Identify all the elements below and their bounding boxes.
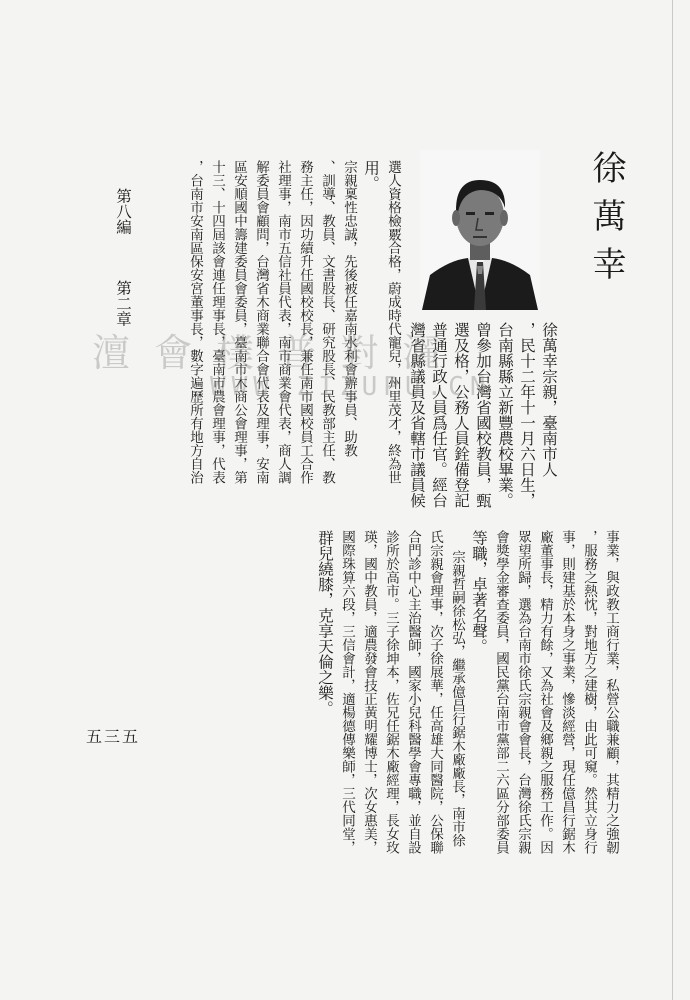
- text-column: 瑛，國中教員，適農發會技正黃明耀博士，次女惠美，: [361, 530, 377, 854]
- text-column: 十三、十四屆該會連任理事長，臺南市農會理事，代表: [209, 160, 225, 484]
- text-column: 普通行政人員爲任官。經台: [430, 322, 448, 508]
- text-column: 務主任，因功績升任國校校長，兼任南市國校員工合作: [297, 160, 313, 484]
- text-column: 台南縣縣立新豐農校畢業。: [496, 322, 514, 508]
- text-column: 事業，與政教工商行業，私營公職兼顧，其精力之強韌: [603, 530, 619, 854]
- text-column: 社理事，南市五信社員代表，南市商業會代表，商人調: [275, 160, 291, 484]
- portrait-svg: [420, 150, 540, 310]
- page-title: 徐萬幸: [586, 150, 626, 294]
- portrait-photo-icon: [420, 150, 540, 310]
- text-column: 會獎學金審查委員，國民黨台南市黨部二六區分部委員: [493, 530, 509, 854]
- text-column: 選及格，公務人員銓備登記: [452, 322, 470, 508]
- page-number: 五三五: [86, 727, 141, 746]
- text-column: 選人資格檢覈合格，蔚成時代寵兒，州里茂才，終為世: [385, 160, 401, 484]
- text-column: 眾望所歸，選為台南市徐氏宗親會會長，台灣徐氏宗親: [515, 530, 531, 854]
- text-column: ，民十二年十一月六日生，: [518, 322, 536, 508]
- watermark-url: WWW.ZIZUPU.CN: [210, 372, 492, 402]
- text-column: 等職，卓著名聲。: [470, 530, 488, 654]
- text-column: 解委員會顧問，台灣省木商業聯合會代表及理事，安南: [253, 160, 269, 484]
- text-column: 區安順國中籌建委員會委員，臺南市木商公會理事，第: [231, 160, 247, 484]
- text-column: 事，則建基於本身之事業，慘淡經營，現任億昌行鋸木: [559, 530, 575, 854]
- text-column: 群兒繞膝，克享天倫之樂。: [316, 530, 334, 716]
- text-column: ，服務之熱忱，對地方之建樹，由此可窺。然其立身行: [581, 530, 597, 854]
- text-column: 宗親稟性忠誠，先後被任嘉南水利會辦事員、助教: [341, 160, 357, 457]
- text-column: 診所於高市。三子徐坤本，佐兄任鋸木廠經理，長女玫: [383, 530, 399, 854]
- chapter-label: 第二章: [114, 280, 132, 327]
- text-column: 氏宗親會理事，次子徐展華，任高雄大同醫院，公保聯: [427, 530, 443, 854]
- text-column: 用。: [362, 160, 380, 191]
- watermark-text: 澶 會 樸 普 對 灑: [92, 331, 447, 375]
- text-column: 曾參加台灣省國校教員，甄: [474, 322, 492, 508]
- text-column: ，台南市安南區保安宮董事長，數字遍歷所有地方自治: [187, 160, 203, 484]
- text-column: 國際珠算六段，三信會計，適楊德傳樂師，三代同堂，: [339, 530, 355, 854]
- text-column: 宗親哲嗣徐松弘，繼承億昌行鋸木廠廠長，南市徐: [449, 550, 465, 847]
- text-column: 合門診中心主治醫師，國家小兒科醫學會專職，並自設: [405, 530, 421, 854]
- page-edge-rule: [672, 0, 673, 1000]
- text-column: 灣省縣議員及省轄市議員候: [408, 322, 426, 508]
- text-column: 廠董事長，精力有餘，又為社會及鄉親之服務工作。因: [537, 530, 553, 854]
- text-column: 徐萬幸宗親，臺南市人: [540, 322, 558, 477]
- section-label: 第八編: [114, 188, 132, 235]
- text-column: 、訓導、教員、文書股長、研究股長、民教部主任、教: [319, 160, 335, 484]
